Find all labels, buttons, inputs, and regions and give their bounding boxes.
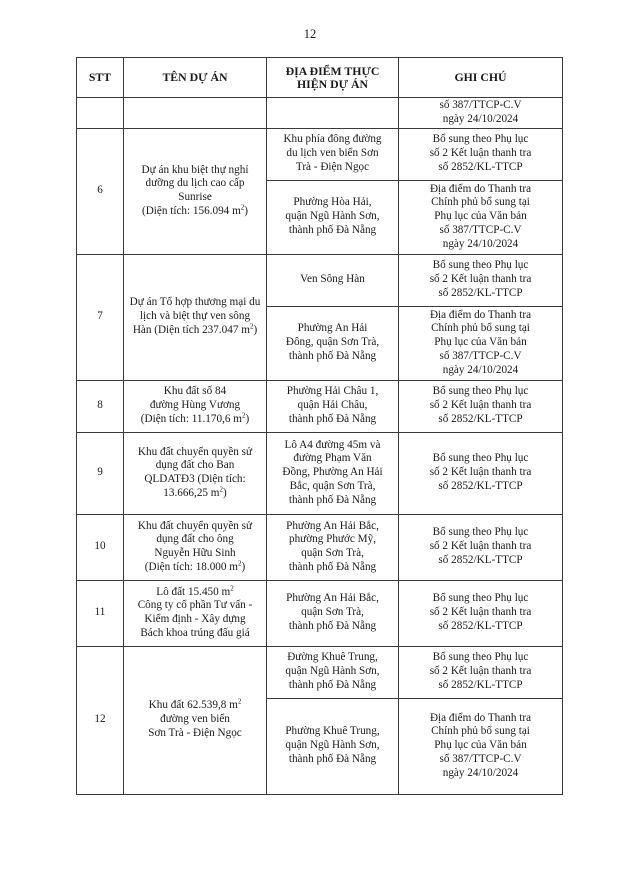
project-name-cell	[124, 514, 267, 580]
note-line: số 2 Kết luận thanh tra	[429, 540, 532, 553]
note-line: Phụ lục của Văn bản	[434, 739, 527, 752]
location-line: Ven Sông Hàn	[300, 273, 365, 286]
location-cell	[267, 580, 399, 646]
header-location-line: HIỆN DỰ ÁN	[296, 76, 368, 91]
area-close: )	[245, 412, 250, 425]
area-unit-exponent: 2	[230, 583, 234, 592]
project-area-line	[127, 324, 263, 338]
project-name-cell	[124, 128, 267, 254]
project-name-line: Sunrise	[178, 191, 212, 204]
location-line: thành phố Đà Nẵng	[288, 560, 377, 573]
location-cell	[267, 698, 399, 794]
location-line: thành phố Đà Nẵng	[288, 752, 377, 765]
stt-cell: 7	[77, 254, 124, 380]
note-line: Phụ lục của Văn bản	[434, 210, 527, 223]
area-text: Lô đất 15.450 m	[156, 585, 231, 598]
project-name-line: QLDATĐ3 (Diện tích:	[144, 473, 246, 486]
location-line: Đường Khuê Trung,	[287, 651, 378, 664]
header-location	[267, 58, 399, 98]
project-name-cell	[124, 646, 267, 794]
location-cell	[267, 128, 399, 180]
note-line: ngày 24/10/2024	[442, 112, 519, 125]
location-cell	[267, 514, 399, 580]
table-row	[77, 646, 563, 698]
location-cell	[267, 306, 399, 380]
project-area-line	[127, 561, 263, 575]
table-row	[77, 254, 563, 306]
project-name-cell	[124, 254, 267, 380]
note-cell	[399, 306, 563, 380]
project-name-line: dụng đất cho Ban	[155, 459, 235, 472]
area-text: (Diện tích: 18.000 m	[144, 560, 238, 573]
area-text: Hàn (Diện tích 237.047 m	[132, 323, 250, 336]
table-row	[77, 128, 563, 180]
note-line: Bổ sung theo Phụ lục	[432, 385, 529, 398]
table-row-continued	[77, 98, 563, 129]
location-cell	[267, 98, 399, 129]
area-text: (Diện tích: 156.094 m	[141, 204, 241, 217]
location-line: quận Ngũ Hành Sơn,	[285, 665, 380, 678]
location-line: Phường An Hải Bắc,	[286, 592, 379, 605]
note-line: Bổ sung theo Phụ lục	[432, 526, 529, 539]
note-cell	[399, 380, 563, 432]
location-line: thành phố Đà Nẵng	[288, 678, 377, 691]
location-line: thành phố Đà Nẵng	[288, 619, 377, 632]
location-line: Lô A4 đường 45m và	[284, 438, 381, 451]
header-project-name: TÊN DỰ ÁN	[124, 58, 267, 98]
location-line: thành phố Đà Nẵng	[288, 349, 377, 362]
table-row	[77, 432, 563, 514]
area-text: (Diện tích: 11.170,6 m	[140, 412, 242, 425]
note-cell	[399, 432, 563, 514]
project-name-line: đường Hùng Vương	[149, 399, 241, 412]
area-unit-exponent: 2	[219, 485, 223, 494]
table-row	[77, 580, 563, 646]
note-line: số 2 Kết luận thanh tra	[429, 665, 532, 678]
note-line: Phụ lục của Văn bản	[434, 336, 527, 349]
area-text: 13.666,25 m	[163, 486, 220, 499]
project-name-cell	[124, 580, 267, 646]
note-line: số 2852/KL-TTCP	[438, 286, 523, 299]
location-line: Phường Hòa Hải,	[293, 196, 372, 209]
stt-cell: 12	[77, 646, 124, 794]
table-header-row	[77, 58, 563, 98]
note-line: số 2852/KL-TTCP	[438, 619, 523, 632]
table-row	[77, 514, 563, 580]
project-table	[76, 57, 563, 795]
project-name-cell	[124, 380, 267, 432]
project-name-line: Nguyễn Hữu Sinh	[154, 547, 236, 560]
note-line: số 2 Kết luận thanh tra	[429, 466, 532, 479]
project-name-cell	[124, 98, 267, 129]
project-name-line: dưỡng du lịch cao cấp	[145, 177, 245, 190]
note-cell	[399, 514, 563, 580]
project-area-line	[127, 699, 263, 713]
project-area-line	[127, 413, 263, 427]
location-line: quận Ngũ Hành Sơn,	[285, 210, 380, 223]
note-cell	[399, 698, 563, 794]
area-unit-exponent: 2	[241, 411, 246, 420]
location-line: Trà - Điện Ngọc	[295, 160, 370, 173]
location-cell	[267, 254, 399, 306]
project-name-line: lịch và biệt thự ven sông	[139, 310, 251, 323]
area-unit-exponent: 2	[240, 203, 245, 212]
note-line: số 2852/KL-TTCP	[438, 412, 523, 425]
location-cell	[267, 380, 399, 432]
note-cell	[399, 128, 563, 180]
project-name-line: Dự án Tổ hợp thương mại du	[129, 296, 261, 309]
note-line: Bổ sung theo Phụ lục	[432, 651, 529, 664]
table-row	[77, 380, 563, 432]
note-cell	[399, 180, 563, 254]
note-line: số 2852/KL-TTCP	[438, 553, 523, 566]
area-unit-exponent: 2	[237, 697, 242, 706]
note-cell	[399, 254, 563, 306]
note-line: số 2 Kết luận thanh tra	[429, 273, 532, 286]
project-name-line: dụng đất cho ông	[156, 533, 234, 546]
location-line: Phường Khuê Trung,	[285, 725, 380, 738]
location-line: Phường Hải Châu 1,	[286, 385, 379, 398]
note-cell	[399, 646, 563, 698]
location-line: quận Sơn Trà,	[301, 547, 364, 560]
location-line: quận Sơn Trà,	[301, 606, 364, 619]
location-line: thành phố Đà Nẵng	[288, 412, 377, 425]
location-line: quận Ngũ Hành Sơn,	[285, 739, 380, 752]
note-line: Địa điểm do Thanh tra	[429, 711, 532, 724]
project-name-line: đường ven biển	[160, 713, 230, 726]
project-name-cell	[124, 432, 267, 514]
note-line: ngày 24/10/2024	[442, 363, 519, 376]
project-name-line: Dự án khu biệt thự nghỉ	[141, 163, 249, 176]
stt-cell	[77, 98, 124, 129]
note-line: Chính phủ bổ sung tại	[431, 725, 530, 738]
location-line: thành phố Đà Nẵng	[288, 223, 377, 236]
location-cell	[267, 432, 399, 514]
note-line: số 387/TTCP-C.V	[439, 349, 522, 362]
note-line: Chính phủ bổ sung tại	[431, 322, 530, 335]
project-name-line: Kiểm định - Xây dựng	[144, 613, 246, 626]
header-note: GHI CHÚ	[399, 58, 563, 98]
location-line: đường Phạm Văn	[293, 452, 372, 465]
note-line: ngày 24/10/2024	[442, 237, 519, 250]
area-unit-exponent: 2	[249, 322, 254, 331]
note-line: Bổ sung theo Phụ lục	[432, 592, 529, 605]
note-line: Bổ sung theo Phụ lục	[432, 133, 529, 146]
location-line: du lịch ven biển Sơn	[286, 147, 379, 160]
project-name-line: Khu đất chuyển quyền sử	[137, 445, 253, 458]
location-line: Phường An Hải Bắc,	[286, 519, 379, 532]
location-line: Đông, quận Sơn Trà,	[285, 336, 380, 349]
area-close: )	[223, 486, 227, 499]
location-cell	[267, 646, 399, 698]
note-line: Địa điểm do Thanh tra	[429, 308, 532, 321]
note-line: Bổ sung theo Phụ lục	[432, 259, 529, 272]
note-line: Địa điểm do Thanh tra	[429, 182, 532, 195]
stt-cell: 11	[77, 580, 124, 646]
location-line: Phường An Hải	[297, 322, 368, 335]
location-line: Khu phía đông đường	[283, 133, 382, 146]
note-line: số 2852/KL-TTCP	[438, 479, 523, 492]
project-name-line: Khu đất số 84	[163, 385, 227, 398]
note-line: số 2 Kết luận thanh tra	[429, 147, 532, 160]
area-close: )	[241, 560, 246, 573]
location-line: quận Hải Châu,	[297, 399, 368, 412]
project-name-line: Công ty cổ phần Tư vấn -	[137, 599, 253, 612]
location-line: phường Phước Mỹ,	[288, 533, 377, 546]
note-line: số 2 Kết luận thanh tra	[429, 606, 532, 619]
header-stt: STT	[77, 58, 124, 98]
project-area-line	[127, 487, 263, 501]
stt-cell: 8	[77, 380, 124, 432]
project-area-line	[127, 583, 263, 600]
stt-cell: 10	[77, 514, 124, 580]
area-text: Khu đất 62.539,8 m	[148, 699, 238, 712]
area-unit-exponent: 2	[237, 559, 242, 568]
project-area-line	[127, 205, 263, 219]
note-line: Bổ sung theo Phụ lục	[432, 452, 529, 465]
area-close: )	[244, 204, 249, 217]
area-close: )	[253, 323, 258, 336]
location-line: thành phố Đà Nẵng	[288, 493, 377, 506]
location-cell	[267, 180, 399, 254]
project-name-line: Khu đất chuyển quyền sử	[137, 519, 253, 532]
page-number: 12	[303, 27, 317, 41]
note-cell	[399, 580, 563, 646]
note-line: số 387/TTCP-C.V	[439, 99, 522, 111]
project-name-line: Sơn Trà - Điện Ngọc	[148, 726, 242, 739]
location-line: Đồng, Phường An Hải	[282, 466, 383, 479]
stt-cell: 9	[77, 432, 124, 514]
stt-cell: 6	[77, 128, 124, 254]
note-line: số 2852/KL-TTCP	[438, 678, 523, 691]
note-line: số 387/TTCP-C.V	[439, 752, 522, 765]
note-line: ngày 24/10/2024	[442, 766, 519, 779]
project-name-line: Bách khoa trúng đấu giá	[140, 626, 250, 639]
header-location-line: ĐỊA ĐIỂM THỰC	[285, 63, 380, 78]
note-cell	[399, 98, 563, 129]
note-line: số 387/TTCP-C.V	[439, 223, 522, 236]
note-line: Chính phủ bổ sung tại	[431, 196, 530, 209]
note-line: số 2 Kết luận thanh tra	[429, 399, 532, 412]
location-line: Bắc, quận Sơn Trà,	[289, 479, 376, 492]
note-line: số 2852/KL-TTCP	[438, 160, 523, 173]
